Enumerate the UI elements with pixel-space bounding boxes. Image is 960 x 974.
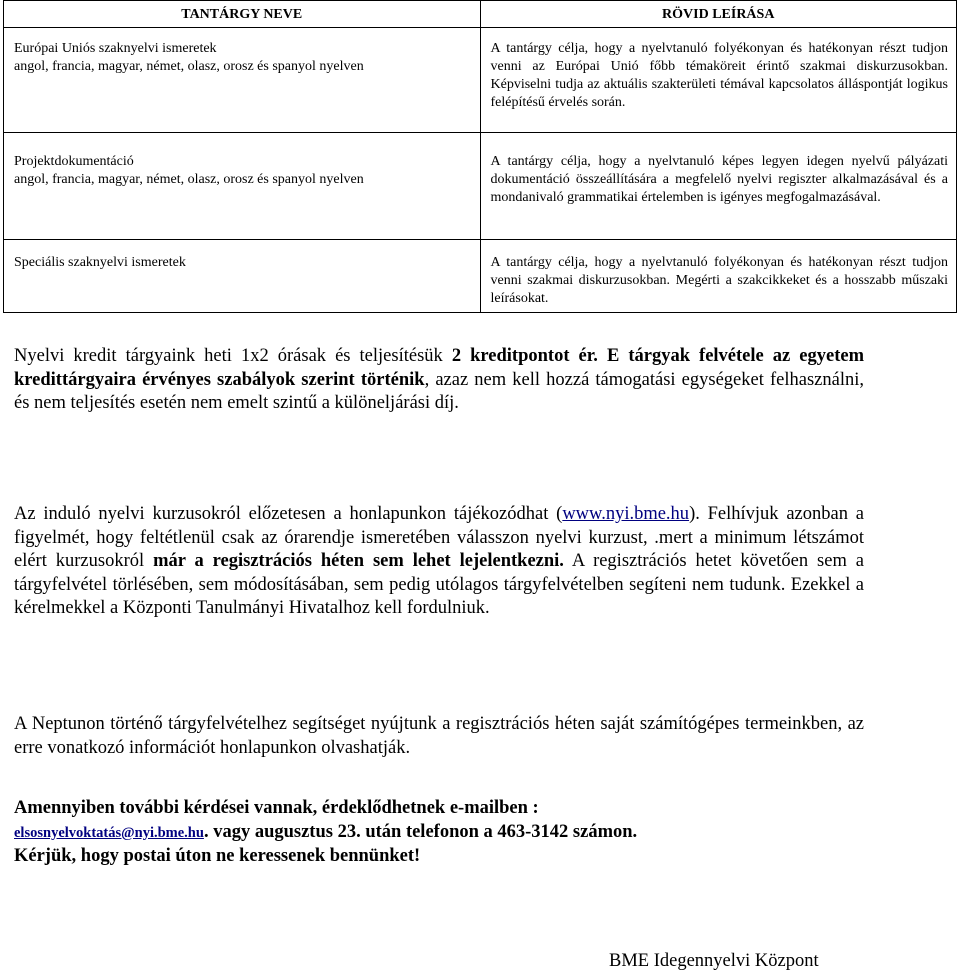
fee-text: , azaz nem kell hozzá támogatási egységeket felhasználni, és nem teljesítés esetén nem emelt szintű a különeljárási díj. [14,369,864,413]
subjects-table [3,0,957,313]
subject-title: Európai Uniós szaknyelvi ismeretek [14,41,217,56]
credit-text: Nyelvi kredit tárgyaink heti 1x2 órásak és teljesítésük [14,346,443,366]
no-post-text: Kérjük, hogy postai úton ne keressenek bennünket! [14,846,421,866]
subject-title: Projektdokumentáció [14,154,134,169]
subject-name-cell [4,133,481,240]
column-header-name: TANTÁRGY NEVE [4,1,481,28]
enrollment-rules-text: E tárgyak felvétele az egyetem kredittárgyaira érvényes szabályok szerint történik [14,346,864,390]
course-info-text: Az induló nyelvi kurzusokról előzetesen a honlapunkon tájékozódhat ( [14,504,563,524]
no-withdrawal-text: már a regisztrációs héten sem lehet lejelentkezni. [153,551,564,571]
subject-title: Speciális szaknyelvi ismeretek [14,255,186,270]
table-row [4,240,957,313]
subject-name-cell [4,28,481,133]
subject-description: A tantárgy célja, hogy a nyelvtanuló képes legyen idegen nyelvű pályázati dokumentáció összeállítására a megfelelő nyelvi regiszter alkalmazásával és a mondanivaló grammatikai értelemben is igényes megfogalmazásával. [480,133,957,240]
website-link[interactable]: www.nyi.bme.hu [562,504,690,524]
credit-points-text: 2 kreditpontot ér. [442,346,598,366]
neptun-help-paragraph [14,713,864,760]
subject-languages: angol, francia, magyar, német, olasz, orosz és spanyol nyelven [14,172,364,187]
subject-name-cell [4,240,481,313]
table-row [4,28,957,133]
subject-description: A tantárgy célja, hogy a nyelvtanuló folyékonyan és hatékonyan részt tudjon venni az Európai Unió főbb témaköreit érintő szakmai diskurzusokban. Képviselni tudja az aktuális szakterületi témával kapcsolatos álláspontját logikus felépítésű érvelés során. [480,28,957,133]
subject-description: A tantárgy célja, hogy a nyelvtanuló folyékonyan és hatékonyan részt tudjon venni szakmai diskurzusokban. Megérti a szakcikkeket és a hosszabb műszaki leírásokat. [480,240,957,313]
course-choice-text: ). Felhívjuk azonban a figyelmét, hogy feltétlenül csak az órarendje ismeretében válasszon nyelvi kurzust, .mert a minimum létszámot elért kurzusokról [14,504,864,571]
email-link[interactable]: elsosnyelvoktatás@nyi.bme.hu [14,824,204,841]
after-registration-text: A regisztrációs hetet követően sem a tárgyfelvétel törlésében, sem módosításában, sem pedig utólagos tárgyfelvételben segíteni nem tudunk. Ezekkel a kérelmekkel a Központi Tanulmányi Hivatalhoz kell fordulniuk. [14,551,864,618]
phone-text: . vagy augusztus 23. után telefonon a 463-3142 számon. [203,821,638,842]
contact-intro: Amennyiben további kérdései vannak, érdeklődhetnek e-mailben : [14,798,539,818]
neptun-help-text: A Neptunon történő tárgyfelvételhez segítséget nyújtunk a regisztrációs héten saját számítógépes termeinkben, az erre vonatkozó információt honlapunkon olvashatják. [14,714,864,758]
contact-paragraph [14,797,864,869]
column-header-description: RÖVID LEÍRÁSA [480,1,957,28]
credit-info-paragraph [14,345,864,416]
course-info-paragraph [14,503,864,621]
signature: BME Idegennyelvi Központ [609,951,819,971]
subject-languages: angol, francia, magyar, német, olasz, orosz és spanyol nyelven [14,59,364,74]
table-row [4,133,957,240]
